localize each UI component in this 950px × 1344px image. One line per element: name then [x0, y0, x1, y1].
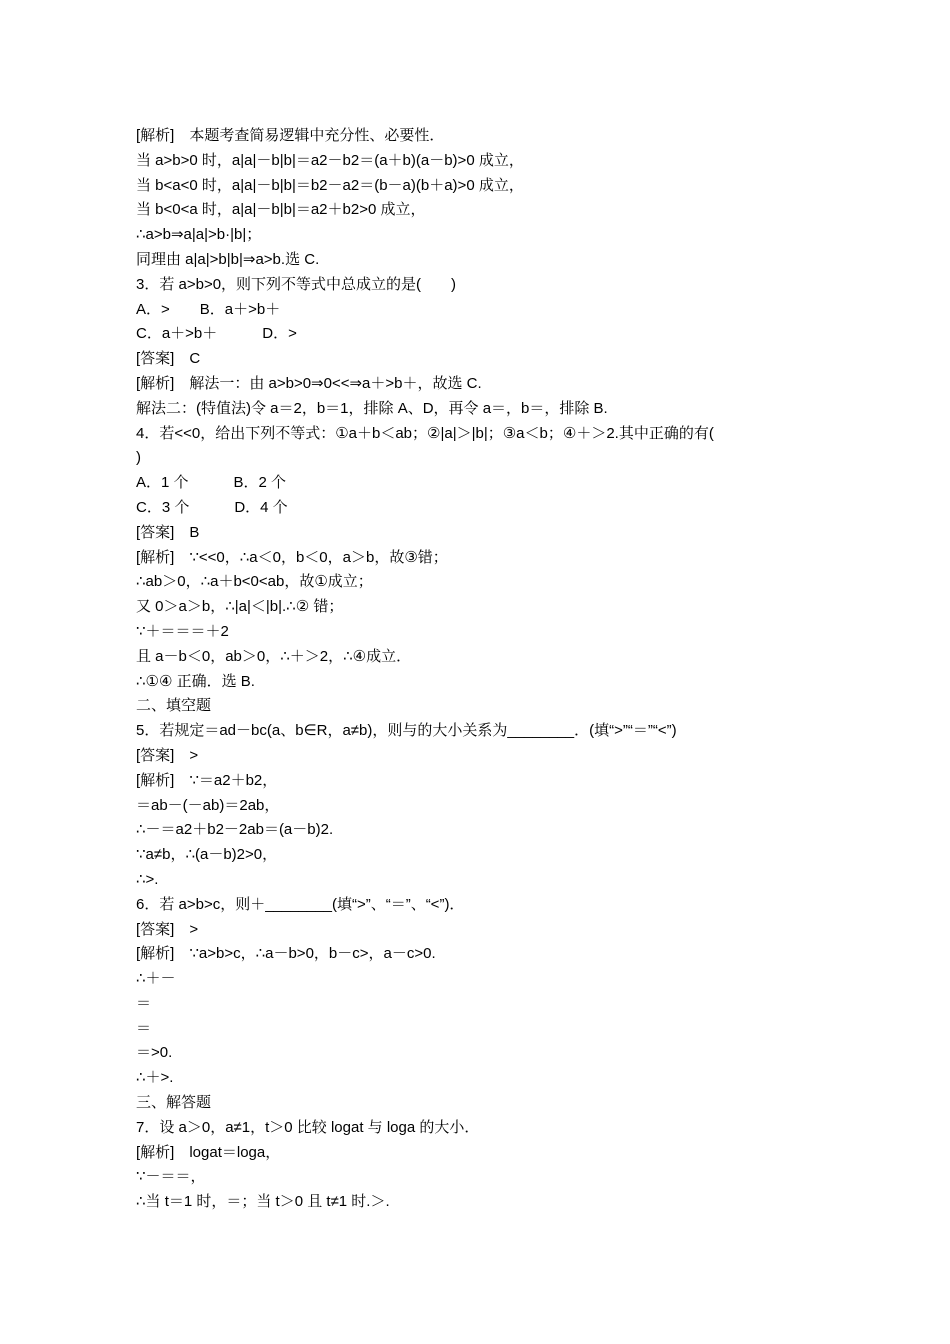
text-line: [解析] logat＝loga， — [136, 1143, 281, 1161]
text-line: ＝>0. — [136, 1044, 173, 1062]
text-line: 当 b<0<a 时，a|a|－b|b|＝a2＋b2>0 成立， — [136, 201, 426, 219]
text-line: [答案] C — [136, 350, 201, 368]
text-line: 且 a－b＜0，ab＞0，∴＋＞2，∴④成立． — [136, 647, 412, 665]
text-line: 4．若<<0，给出下列不等式：①a＋b＜ab；②|a|＞|b|；③a＜b；④＋＞2.其中正确的有( — [136, 424, 714, 442]
text-line: ∴－＝a2＋b2－2ab＝(a－b)2. — [136, 821, 334, 839]
text-line: ∵＋＝＝＝＋2 — [136, 622, 229, 640]
text-line: 又 0＞a＞b，∴|a|＜|b|.∴② 错； — [136, 598, 344, 616]
document-body — [136, 124, 826, 1215]
text-line: [解析] ∵<<0，∴a＜0，b＜0，a＞b，故③错； — [136, 548, 448, 566]
text-line: A．> B．a＋>b＋ — [136, 300, 281, 318]
text-line: ∴当 t＝1 时，＝；当 t＞0 且 t≠1 时.＞. — [136, 1193, 390, 1211]
text-line: ∴＋－ — [136, 970, 176, 988]
text-line: ∴①④ 正确．选 B. — [136, 672, 255, 690]
text-line: 3．若 a>b>0，则下列不等式中总成立的是( ) — [136, 275, 457, 293]
text-line: 7．设 a＞0，a≠1，t＞0 比较 logat 与 loga 的大小． — [136, 1118, 480, 1136]
text-line: ＝ — [136, 1019, 152, 1037]
text-line: ∴ab＞0，∴a＋b<0<ab，故①成立； — [136, 573, 373, 591]
text-line: 6．若 a>b>c，则＋________(填“>”、“＝”、“<”)． — [136, 895, 465, 913]
text-line: 当 b<a<0 时，a|a|－b|b|＝b2－a2＝(b－a)(b＋a)>0 成立， — [136, 176, 524, 194]
text-line: C．a＋>b＋ D．> — [136, 325, 297, 343]
text-line: [解析] 本题考查简易逻辑中充分性、必要性． — [136, 127, 445, 144]
text-line: [解析] ∵＝a2＋b2， — [136, 771, 278, 789]
text-line: C．3 个 D．4 个 — [136, 498, 288, 516]
text-line: [答案] > — [136, 920, 199, 938]
text-line: ∵a≠b，∴(a－b)2>0， — [136, 846, 278, 864]
text-line: ＝ — [136, 994, 152, 1012]
text-line: ∴＋>. — [136, 1069, 174, 1087]
text-line: 5．若规定＝ad－bc(a、b∈R，a≠b)，则与的大小关系为________．(填“>”“＝”“<”) — [136, 722, 677, 740]
text-line: ∴>. — [136, 870, 159, 888]
text-line: [答案] > — [136, 746, 199, 764]
text-line: [答案] B — [136, 523, 200, 541]
text-line: A．1 个 B．2 个 — [136, 474, 287, 492]
text-line: ) — [136, 449, 141, 467]
text-line: 同理由 a|a|>b|b|⇒a>b.选 C. — [136, 250, 320, 268]
text-line: ∵－＝＝， — [136, 1168, 206, 1186]
text-line: [解析] 解法一：由 a>b>0⇒0<<⇒a＋>b＋，故选 C. — [136, 374, 482, 392]
text-line: [解析] ∵a>b>c，∴a－b>0，b－c>，a－c>0. — [136, 945, 436, 963]
text-line: 解法二：(特值法)令 a＝2，b＝1，排除 A、D，再令 a＝，b＝，排除 B. — [136, 399, 608, 417]
text-line: ∴a>b⇒a|a|>b·|b|； — [136, 226, 262, 244]
text-line: 当 a>b>0 时，a|a|－b|b|＝a2－b2＝(a＋b)(a－b)>0 成立， — [136, 151, 524, 169]
text-line: 三、解答题 — [136, 1094, 212, 1112]
text-line: ＝ab－(－ab)＝2ab， — [136, 796, 280, 814]
text-line: 二、填空题 — [136, 697, 212, 715]
